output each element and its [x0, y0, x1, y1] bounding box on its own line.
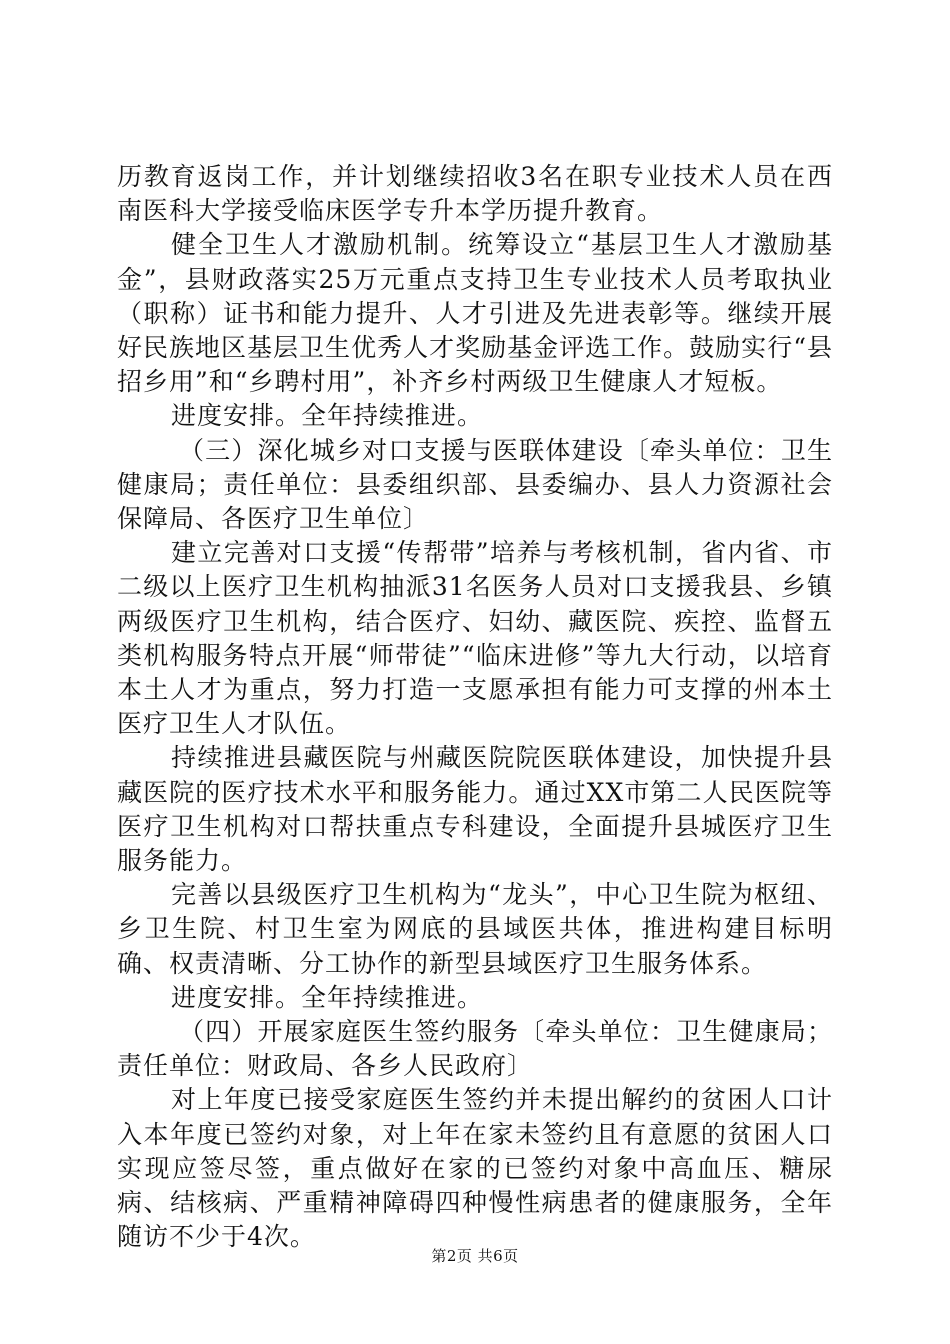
paragraph-county-community: 完善以县级医疗卫生机构为“龙头”，中心卫生院为枢纽、乡卫生院、村卫生室为网底的县域医共体，推进构建目标明确、权责清晰、分工协作的新型县域医疗卫生服务体系。 — [117, 880, 833, 978]
document-body — [117, 160, 833, 1255]
section-heading-4: （四）开展家庭医生签约服务〔牵头单位：卫生健康局；责任单位：财政局、各乡人民政府〕 — [117, 1017, 833, 1081]
paragraph-schedule: 进度安排。全年持续推进。 — [171, 401, 484, 431]
paragraph-hospital-alliance: 持续推进县藏医院与州藏医院院医联体建设，加快提升县藏医院的医疗技术水平和服务能力。通过XX市第二人民医院等医疗卫生机构对口帮扶重点专科建设，全面提升县城医疗卫生服务能力。 — [117, 743, 833, 876]
paragraph-continuation: 历教育返岗工作，并计划继续招收3名在职专业技术人员在西南医科大学接受临床医学专升本学历提升教育。 — [117, 162, 833, 226]
page-number-footer: 第2页 共6页 — [431, 1247, 519, 1265]
paragraph-talent-incentive: 健全卫生人才激励机制。统筹设立“基层卫生人才激励基金”，县财政落实25万元重点支持卫生专业技术人员考取执业（职称）证书和能力提升、人才引进及先进表彰等。继续开展好民族地区基层卫生优秀人才奖励基金评选工作。鼓励实行“县招乡用”和“乡聘村用”，补齐乡村两级卫生健康人才短板。 — [117, 230, 833, 397]
paragraph-schedule-2: 进度安排。全年持续推进。 — [171, 982, 484, 1012]
section-heading-3: （三）深化城乡对口支援与医联体建设〔牵头单位：卫生健康局；责任单位：县委组织部、县委编办、县人力资源社会保障局、各医疗卫生单位〕 — [117, 435, 833, 534]
paragraph-family-doctor: 对上年度已接受家庭医生签约并未提出解约的贫困人口计入本年度已签约对象，对上年在家未签约且有意愿的贫困人口实现应签尽签，重点做好在家的已签约对象中高血压、糖尿病、结核病、严重精神障碍四种慢性病患者的健康服务，全年随访不少于4次。 — [117, 1085, 833, 1252]
paragraph-mentoring: 建立完善对口支援“传帮带”培养与考核机制，省内省、市二级以上医疗卫生机构抽派31名医务人员对口支援我县、乡镇两级医疗卫生机构，结合医疗、妇幼、藏医院、疾控、监督五类机构服务特点开展“师带徒”“临床进修”等九大行动，以培育本土人才为重点，努力打造一支愿承担有能力可支撑的州本土医疗卫生人才队伍。 — [117, 538, 833, 739]
